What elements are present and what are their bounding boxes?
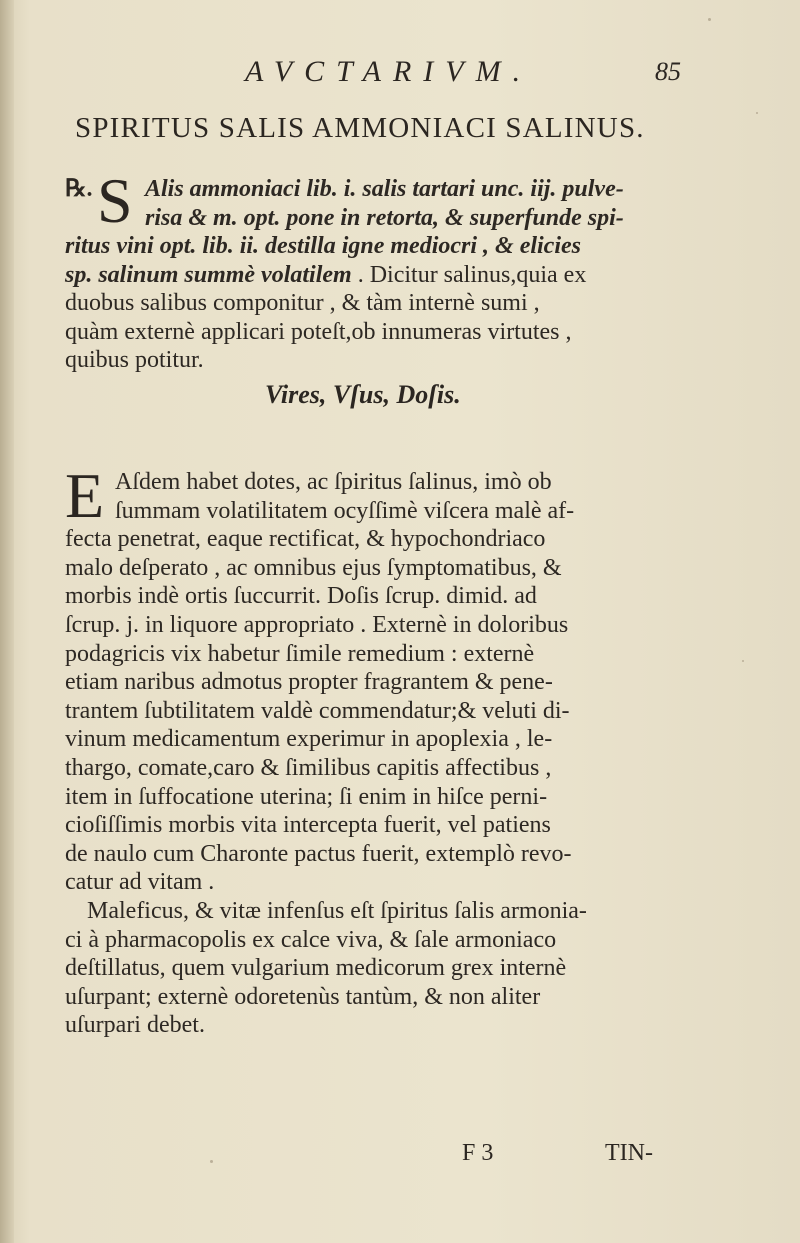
signature-mark: F 3 bbox=[462, 1140, 494, 1166]
paper-speck bbox=[742, 660, 744, 662]
drop-cap-e: E bbox=[65, 460, 105, 531]
recipe-line-5: duobus salibus componitur , & tàm internè sumi , bbox=[65, 290, 540, 316]
body-line: de naulo cum Charonte pactus fuerit, extemplò revo- bbox=[65, 840, 572, 867]
rx-symbol: ℞. bbox=[65, 176, 93, 202]
body-line: malo deſperato , ac omnibus ejus ſymptomatibus, & bbox=[65, 554, 562, 581]
body-line: item in ſuffocatione uterina; ſi enim in hiſce perni- bbox=[65, 783, 548, 810]
section-title: SPIRITUS SALIS AMMONIACI SALINUS. bbox=[75, 112, 645, 144]
body-line: ſcrup. j. in liquore appropriato . Externè in doloribus bbox=[65, 611, 569, 638]
recipe-line-1: ℞. Alis ammoniaci lib. i. salis tartari unc. iij. pulve- bbox=[65, 176, 624, 202]
body-line: cioſiſſimis morbis vita intercepta fuerit, vel patiens bbox=[65, 812, 551, 839]
running-title: AVCTARIVM. bbox=[245, 55, 533, 88]
body-line: vinum medicamentum experimur in apoplexia , le- bbox=[65, 726, 553, 753]
catchword: TIN- bbox=[605, 1140, 653, 1166]
recipe-line-6: quàm externè applicari poteſt,ob innumeras virtutes , bbox=[65, 318, 572, 345]
recipe-line-7: quibus potitur. bbox=[65, 347, 204, 373]
body-line: trantem ſubtilitatem valdè commendatur;& veluti di- bbox=[65, 697, 570, 724]
body-line: Aſdem habet dotes, ac ſpiritus ſalinus, imò ob bbox=[115, 469, 552, 495]
body-text bbox=[65, 460, 725, 1040]
recipe-line-4: sp. salinum summè volatilem . Dicitur salinus,quia ex bbox=[65, 261, 587, 288]
recipe-block bbox=[65, 165, 715, 375]
body-line: thargo, comate,caro & ſimilibus capitis affectibus , bbox=[65, 754, 552, 781]
subheading: Vires, Vſus, Doſis. bbox=[265, 380, 461, 409]
paper-speck bbox=[756, 112, 758, 114]
body-line: deſtillatus, quem vulgarium medicorum grex internè bbox=[65, 955, 567, 982]
body-line: catur ad vitam . bbox=[65, 869, 215, 896]
body-line: etiam naribus admotus propter fragrantem & pene- bbox=[65, 669, 553, 696]
running-head bbox=[0, 55, 800, 95]
drop-cap-s: S bbox=[97, 165, 133, 236]
body-line: Maleficus, & vitæ infenſus eſt ſpiritus ſalis armonia- bbox=[87, 897, 587, 924]
page-number: 85 bbox=[655, 57, 681, 86]
recipe-line-2: risa & m. opt. pone in retorta, & superfunde spi- bbox=[145, 204, 624, 231]
page-gutter bbox=[0, 0, 14, 1243]
recipe-line-3: ritus vini opt. lib. ii. destilla igne mediocri , & elicies bbox=[65, 233, 581, 259]
body-line: ci à pharmacopolis ex calce viva, & ſale armoniaco bbox=[65, 926, 557, 953]
body-line: uſurpant; externè odoretenùs tantùm, & non aliter bbox=[65, 983, 541, 1010]
body-line: morbis indè ortis ſuccurrit. Doſis ſcrup. dimid. ad bbox=[65, 583, 537, 610]
body-line: podagricis vix habetur ſimile remedium : externè bbox=[65, 640, 535, 667]
body-line: uſurpari debet. bbox=[65, 1012, 205, 1039]
body-line: fecta penetrat, eaque rectificat, & hypochondriaco bbox=[65, 526, 546, 553]
paper-speck bbox=[708, 18, 711, 21]
paper-speck bbox=[210, 1160, 213, 1163]
body-line: ſummam volatilitatem ocyſſimè viſcera malè af- bbox=[115, 497, 575, 524]
